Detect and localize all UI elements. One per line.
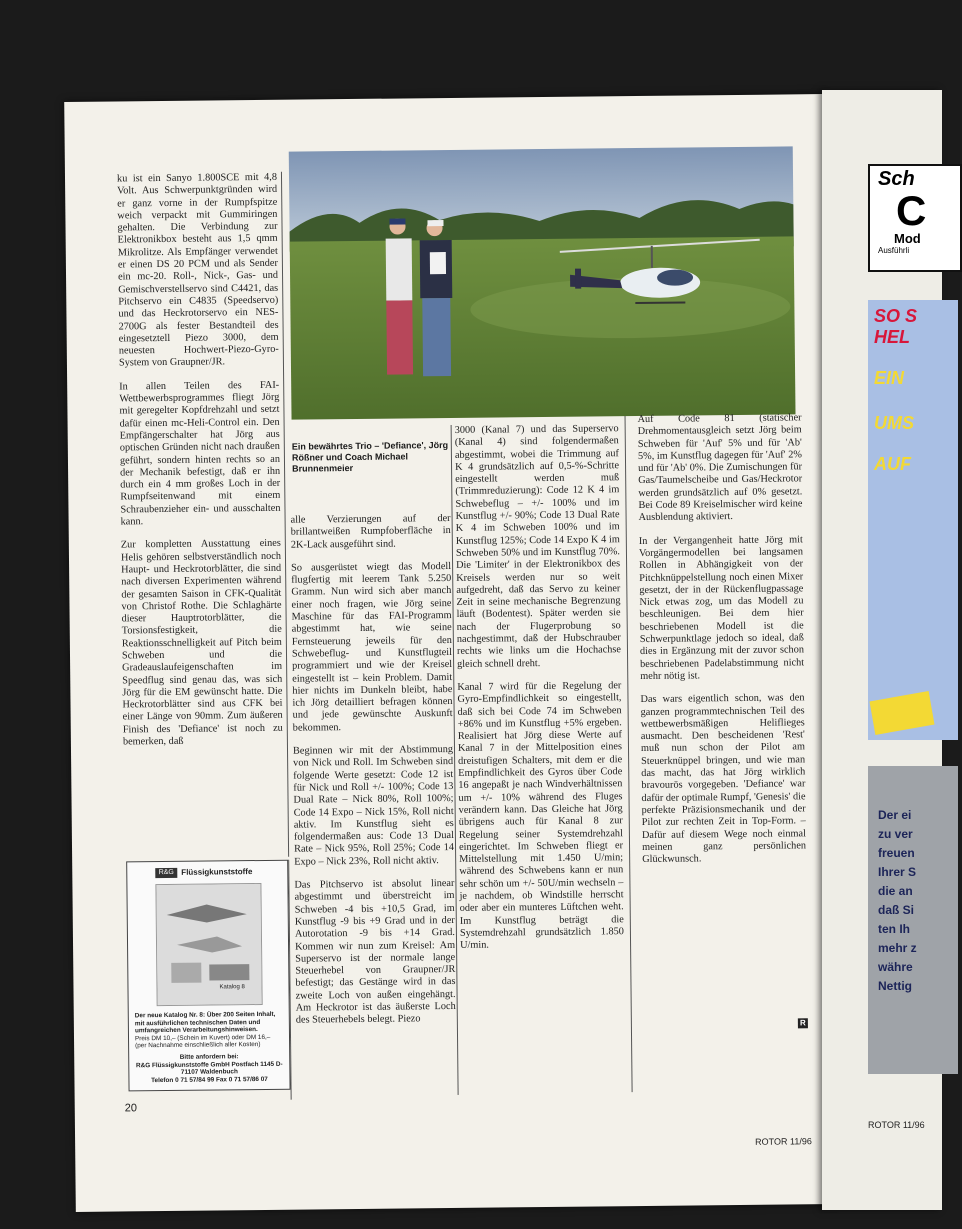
person-left bbox=[385, 218, 413, 374]
ad-address bbox=[135, 1053, 283, 1085]
gray-ad-line: zu ver bbox=[878, 827, 913, 841]
ad-text: Telefon 0 71 57/84 99 Fax 0 71 57/86 07 bbox=[151, 1075, 268, 1084]
gray-ad-line: Ihrer S bbox=[878, 865, 917, 879]
column-divider bbox=[625, 414, 633, 1092]
gray-ad-line: mehr z bbox=[878, 941, 917, 955]
paragraph: So ausgerüstet wiegt das Modell flugfertig mit leerem Tank 5.250 Gramm. Nun wird sich aber manch einer noch fragen, wie Jörg seine Maschine für das FAI-Programm abgestimmt hat, wie seine Fernsteuerung jeweils für den Schwebeflug- und Kunstflugteil programmiert und wie der Kreisel eingestellt ist – kein Problem. Damit hier nichts im Dunkeln bleibt, habe ich Jörg detailliert befragen können und jede gewünschte Auskunft bekommen. bbox=[291, 560, 453, 734]
paragraph: Zur kompletten Ausstattung eines Helis gehören selbstverständlich noch Haupt- und Heckrotorblätter, die sind nach diversen Experimenten während der gesamten Saison in CFK-Qualität von Christof Rothe. Die Schlaghärte dieser Hauptrotorblätter, die Torsionsfestigkeit, die Reaktionsschnelligkeit auf Pitch beim Schweben und die Gradeauslaufeigenschaften im Speedflug sind genau das, was sich Jörg für die EM gewünscht hatte. Die Heckrotorblätter sind aus CFK bei einer Länge von 90mm. Zum äußeren Finish des 'Defiance' ist noch zu bemerken, daß bbox=[120, 538, 283, 748]
paragraph: Beginnen wir mit der Abstimmung von Nick und Roll. Im Schweben sind folgende Werte gesetzt: Code 12 ist für Nick und Roll +/- 100%; Code 13 Dual Rate – Nick 80%, Roll 100%; Code 14 Expo – Nick 15%, Roll nicht aktiv. Im Kunstflug sieht es folgendermaßen aus: Code 13 Dual Rate – Nick 95%, Roll 25%; Code 14 Expo – Nick 23%, Roll nicht aktiv. bbox=[292, 744, 455, 868]
paragraph: In allen Teilen des FAI-Wettbewerbsprogrammes fliegt Jörg mit geregelter Kopfdrehzahl und setzt dafür einen mc-Heli-Control ein. Den Empfängerschalter hat Jörg aus optischen Gründen nicht nach draußen geführt, sondern hinten rechts so an der Mechanik befestigt, daß er ihn durch ein 4 mm großes Loch in der Rumpfseitenwand mit einem Schraubenzieher ein- und ausschalten kann. bbox=[119, 379, 281, 528]
facing-page bbox=[822, 90, 942, 1210]
gray-ad-line: die an bbox=[878, 884, 913, 898]
gray-ad-line: Der ei bbox=[878, 808, 912, 822]
ad-box-text: C bbox=[896, 187, 927, 234]
page-footer: ROTOR 11/96 bbox=[755, 1136, 812, 1147]
ad-box-text: Mod bbox=[894, 231, 921, 246]
blue-ad-text: UMS bbox=[874, 413, 914, 433]
helicopter-photo bbox=[289, 146, 796, 419]
text-column-2 bbox=[291, 513, 456, 1038]
text-column-3 bbox=[455, 423, 625, 963]
page-number: 20 bbox=[124, 1102, 138, 1115]
ad-box-text: Sch bbox=[878, 168, 915, 190]
blue-ad-text: SO S bbox=[874, 306, 918, 326]
ad-body bbox=[135, 1011, 283, 1051]
ad-box-text: Ausführli bbox=[878, 246, 910, 255]
facing-page-footer: ROTOR 11/96 bbox=[868, 1120, 925, 1130]
ad-box bbox=[868, 164, 962, 272]
text-column-4 bbox=[638, 412, 807, 877]
gray-ad-line: währe bbox=[878, 960, 913, 974]
paragraph: In der Vergangenheit hatte Jörg mit Vorgängermodellen bei langsamen Rollen in Abhängigkeit von der Pitchknüppelstellung noch einen Mixer gesetzt, der in der Rückenflugpassage Nick etwas zog, um das Modell zu beschleunigen. Bei dem hier beschriebenen Modell ist die Schwerpunktlage jedoch so ideal, daß dies in Ergänzung mit der zuvor schon beschriebenen Padelabstimmung nicht mehr nötig ist. bbox=[638, 533, 805, 682]
ad-text: R&G Flüssigkunststoffe GmbH Postfach 1145 D-71107 Waldenbuch bbox=[135, 1060, 283, 1077]
ad-text: Bitte anfordern bei: bbox=[179, 1053, 239, 1061]
gray-ad bbox=[868, 766, 958, 1074]
gray-ad-line: Nettig bbox=[878, 979, 912, 993]
person-right bbox=[419, 220, 453, 376]
paragraph: Das wars eigentlich schon, was den ganzen programmtechnischen Teil des wettbewerbsmäßigen Heliflieges ausmacht. Den bescheidenen 'Rest' muß nun schon der Pilot am Steuerknüppel bringen, und wie man das macht, das hat Jörg wirklich bravourös vorgegeben. 'Defiance' war dafür der optimale Rumpf, 'Genesis' die perfekte Präzisionsmechanik und der Pilot zur rechten Zeit in Top-Form. – Dafür auf diesem Wege noch einmal meinen ganz persönlichen Glückwunsch. bbox=[640, 692, 807, 866]
catalog-image bbox=[155, 883, 262, 1006]
paragraph: Kanal 7 wird für die Regelung der Gyro-Empfindlichkeit so eingestellt, daß sich bei Code 74 im Schweben +86% und im Kunstflug +5% ergeben. Realisiert hat Jörg diese Werte auf Kanal 7 in der Mittelposition eines dreistufigen Schalters, mit dem er die Empfindlichkeit des Gyros über Code 16 angepaßt je nach Windverhältnissen um +/- 10% während des Fluges verändern kann. Das Gleiche hat Jörg übrigens auch für Kanal 8 zur Regelung seiner Systemdrehzahl eingerichtet. Im Schweben fliegt er Mittelstellung mit 1.450 U/min; während des Schwebens kann er nun sehr schön um +/- 50U/min wechseln – je nachdem, ob Windstille herrscht oder aber ein munteres Lüftchen weht. Im Kunstflug beträgt die Systemdrehzahl grundsätzlich 1.850 U/min. bbox=[457, 680, 624, 952]
ad-text: Preis DM 10,– (Schein im Kuvert) oder DM 16,– (per Nachnahme einschließlich aller Kosten) bbox=[134, 1033, 271, 1050]
magazine-page bbox=[64, 94, 836, 1212]
catalog-label: Katalog 8 bbox=[219, 984, 245, 991]
gray-ad-line: freuen bbox=[878, 846, 915, 860]
paragraph: 3000 (Kanal 7) und das Superservo (Kanal 4) sind folgendermaßen abgestimmt, wobei die Trimmung auf K 4 grundsätzlich auf 0,5-%-Schritte eingestellt werden muß (Trimmreduzierung): Code 12 K 4 im Schwebeflug – +/- 100% und im Kunstflug +/- 90%; Code 13 Dual Rate K 4 im Schweben 100% und im Kunstflug 125%; Code 14 Expo K 4 im Schweben 50% und im Kunstflug 70%. Die 'Limiter' in der Elektronikbox des Kreisels werden nur so weit aufgedreht, daß das Servo zu keiner Zeit in seine mechanische Begrenzung läuft (Bodentest). Später werden sie nach der Flugerprobung so nachgestimmt, daß der Hubschrauber rechts wie links um die Hochachse gleich schnell dreht. bbox=[454, 423, 622, 670]
blue-ad-text: EIN bbox=[874, 368, 905, 388]
gray-ad-line: ten Ih bbox=[878, 922, 910, 936]
gray-ad-line: daß Si bbox=[878, 903, 915, 917]
paragraph: Das Pitchservo ist absolut linear abgestimmt und überstreicht im Schweben -4 bis +10,5 Grad, im Kunstflug -9 bis +9 Grad und in der Autorotation -9 bis +14 Grad. Kommen wir nun zum Kreisel: Am Superservo ist der normale lange Steuerhebel von Graupner/JR befestigt; das Gestänge wird in das zweite Loch von außen eingehängt. Am Heckrotor ist das äußerste Loch des Steuerhebels belegt. Piezo bbox=[294, 877, 456, 1026]
paragraph: Auf Code 81 (statischer Drehmomentausgleich setzt Jörg beim Schweben für 'Auf' 5% und für 'Ab' 5%, im Kunstflug dagegen für 'Auf' 2% und für 'Ab' 0%. Die Zumischungen für Gas/Taumelscheibe und Gas/Heckrotor werden grundsätzlich auf 0% gesetzt. Bei Code 89 Kreiselmischer wird keine Ausblendung aktiviert. bbox=[637, 412, 803, 524]
end-mark: R bbox=[798, 1018, 808, 1028]
ad-side-text bbox=[263, 883, 284, 1003]
ad-side-text bbox=[131, 884, 152, 1004]
text-column-1 bbox=[117, 172, 283, 760]
photo-caption: Ein bewährtes Trio – 'Defiance', Jörg Rößner und Coach Michael Brunnenmeier bbox=[291, 440, 449, 474]
paragraph: ku ist ein Sanyo 1.800SCE mit 4,8 Volt. Aus Schwerpunktgründen wird er ganz vorne in der Rumpfspitze weich verpackt mit Gummiringen gehalten. Die Verbindung zur Elektronikbox besteht aus 1,5 qmm Mikrolitze. Als Empfänger verwendet er einen DS 20 PCM und als Sender ein mc-20. Roll-, Nick-, Gas- und Gemischverstellservo sind C4421, das Pitchservo ein C4835 (Speedservo) und das Heckrotorservo ein NES-2700G als fester Bestandteil des eingesetztell Piezo 3000, dem neuesten Hochwert-Piezo-Gyro-System von Graupner/JR. bbox=[116, 171, 279, 369]
paragraph: alle Verzierungen auf der brillantweißen Rumpfoberfläche in 2K-Lack ausgeführt sind. bbox=[290, 512, 451, 551]
blue-ad-text: HEL bbox=[874, 327, 910, 347]
ad-text: Der neue Katalog Nr. 8: Über 200 Seiten Inhalt, mit ausführlichen technischen Daten und umfangreichen Verarbeitungshinweisen. bbox=[134, 1010, 276, 1035]
ad-logo: R&G bbox=[155, 868, 177, 878]
advertisement bbox=[126, 860, 290, 1092]
ad-header: Flüssigkunststoffe bbox=[181, 867, 253, 877]
gray-ad-text bbox=[868, 766, 958, 996]
blue-ad-text: AUF bbox=[874, 454, 911, 474]
blue-ad bbox=[868, 300, 958, 740]
